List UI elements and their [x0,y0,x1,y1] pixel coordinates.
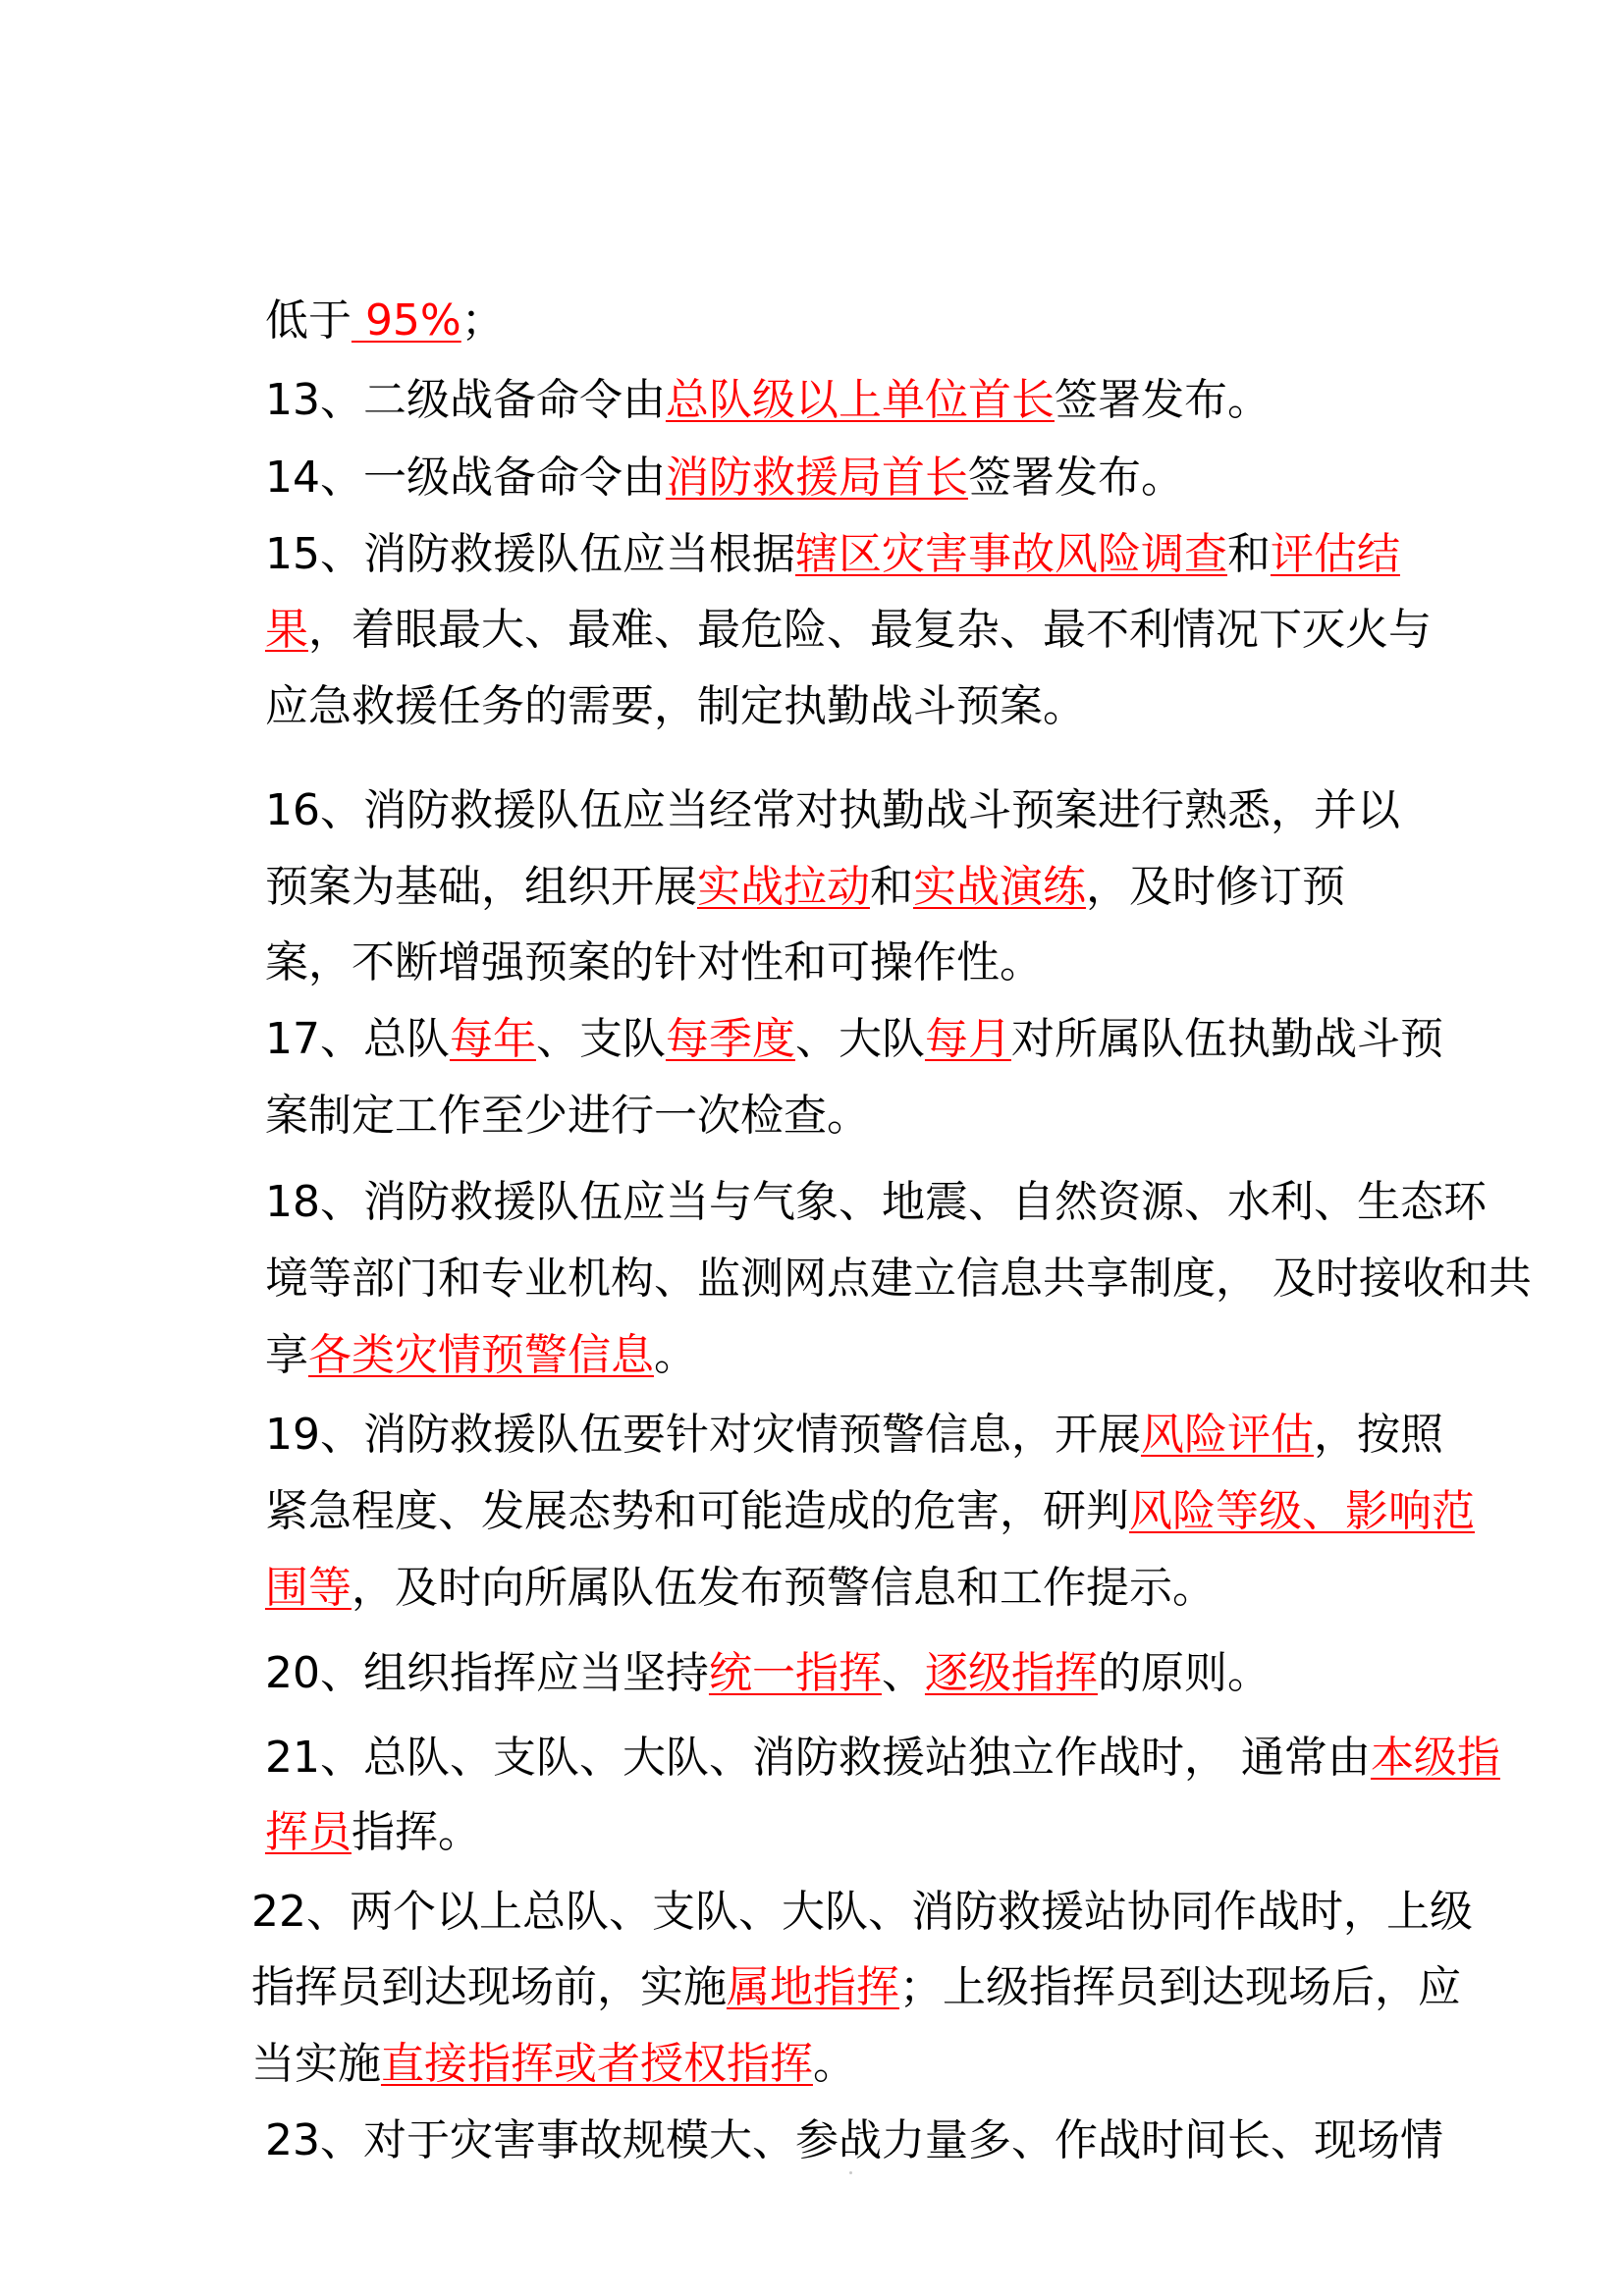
text-segment: 、大队 [794,1014,925,1064]
text-segment: 16、消防救援队伍应当经常对执勤战斗预案进行熟悉，并以 [264,785,1400,835]
line [210,1114,1487,1227]
answer-highlight: 总队级以上单位首长 [665,375,1055,425]
line [210,1744,481,1857]
answer-highlight: 实战拉动 [696,862,870,912]
answer-highlight: 实战演练 [912,862,1086,912]
line [210,1423,1475,1536]
text-segment: 。 [653,1330,697,1380]
text-segment: 签署发布。 [1054,375,1271,425]
text-segment: 指挥。 [351,1807,481,1857]
text-segment: 21、总队、支队、大队、消防救援站独立作战时， 通常由 [264,1733,1371,1783]
text-segment: 低于 [264,295,352,346]
text-segment: 的原则。 [1097,1648,1271,1698]
line [196,1899,1461,2012]
text-segment: ，及时修订预 [1085,862,1345,912]
line [210,951,1443,1064]
text-segment: 指挥员到达现场前，实施 [250,1962,727,2012]
answer-highlight: 果 [264,605,308,655]
text-segment: 19、消防救援队伍要针对灾情预警信息，开展 [264,1410,1141,1460]
answer-highlight: 风险等级、影响范 [1128,1486,1475,1536]
line [210,312,1271,425]
line [196,1824,1473,1937]
text-segment: ； [460,295,505,346]
answer-highlight: 消防救援局首长 [665,453,968,503]
text-segment: 和 [1226,529,1271,579]
text-segment: 、 [881,1648,925,1698]
line [210,1585,1271,1698]
line [210,2053,1443,2165]
text-segment: 对所属队伍执勤战斗预 [1010,1014,1443,1064]
text-segment: ；上级指挥员到达现场后，应 [898,1962,1461,2012]
text-segment: 、支队 [535,1014,666,1064]
line [210,1028,870,1141]
text-segment: 境等部门和专业机构、监测网点建立信息共享制度， 及时接收和共 [264,1254,1532,1304]
answer-highlight: 本级指 [1370,1733,1500,1783]
text-segment: 应急救援任务的需要，制定执勤战斗预案。 [264,681,1086,731]
text-segment: 预案为基础，组织开展 [264,862,697,912]
line [210,1267,697,1380]
text-segment: 13、二级战备命令由 [264,375,666,425]
line [210,722,1400,835]
text-segment: 和 [869,862,913,912]
line [210,542,1432,655]
answer-highlight: 每月 [924,1014,1011,1064]
answer-highlight: 属地指挥 [726,1962,899,2012]
answer-highlight: 挥员 [264,1807,352,1857]
text-segment: 17、总队 [264,1014,450,1064]
line [196,1976,856,2089]
answer-highlight: 每季度 [665,1014,795,1064]
text-segment: 案制定工作至少进行一次检查。 [264,1091,870,1141]
answer-highlight: 每年 [449,1014,536,1064]
text-segment: 20、组织指挥应当坚持 [264,1648,709,1698]
answer-highlight: 95% [351,295,461,346]
text-segment: 18、消防救援队伍应当与气象、地震、自然资源、水利、生态环 [264,1177,1487,1227]
answer-highlight: 围等 [264,1563,352,1613]
answer-highlight: 各类灾情预警信息 [307,1330,654,1380]
text-segment: 案，不断增强预案的针对性和可操作性。 [264,937,1043,988]
text-segment: 签署发布。 [967,453,1184,503]
page-mark [849,2171,852,2174]
answer-highlight: 评估结 [1270,529,1400,579]
line [210,1191,1532,1304]
text-segment: 紧急程度、发展态势和可能造成的危害，研判 [264,1486,1129,1536]
line [210,1500,1216,1613]
line [210,1670,1500,1783]
answer-highlight: 风险评估 [1140,1410,1314,1460]
line [210,618,1086,731]
line [210,1347,1443,1460]
text-segment: 15、消防救援队伍应当根据 [264,529,795,579]
line [210,390,1184,503]
text-segment: ，按照 [1313,1410,1443,1460]
text-segment: 。 [812,2039,856,2089]
answer-highlight: 直接指挥或者授权指挥 [380,2039,813,2089]
answer-highlight: 辖区灾害事故风险调查 [794,529,1227,579]
answer-highlight: 统一指挥 [708,1648,882,1698]
text-segment: 享 [264,1330,308,1380]
line [210,466,1400,579]
text-segment: 23、对于灾害事故规模大、参战力量多、作战时间长、现场情 [264,2115,1443,2165]
line [210,233,505,346]
text-segment: ，着眼最大、最难、最危险、最复杂、最不利情况下灭火与 [307,605,1432,655]
line [210,799,1345,912]
text-segment: 14、一级战备命令由 [264,453,666,503]
answer-highlight: 逐级指挥 [924,1648,1098,1698]
line [210,875,1043,988]
text-segment: ，及时向所属队伍发布预警信息和工作提示。 [351,1563,1216,1613]
text-segment: 22、两个以上总队、支队、大队、消防救援站协同作战时，上级 [250,1887,1473,1937]
text-segment: 当实施 [250,2039,381,2089]
